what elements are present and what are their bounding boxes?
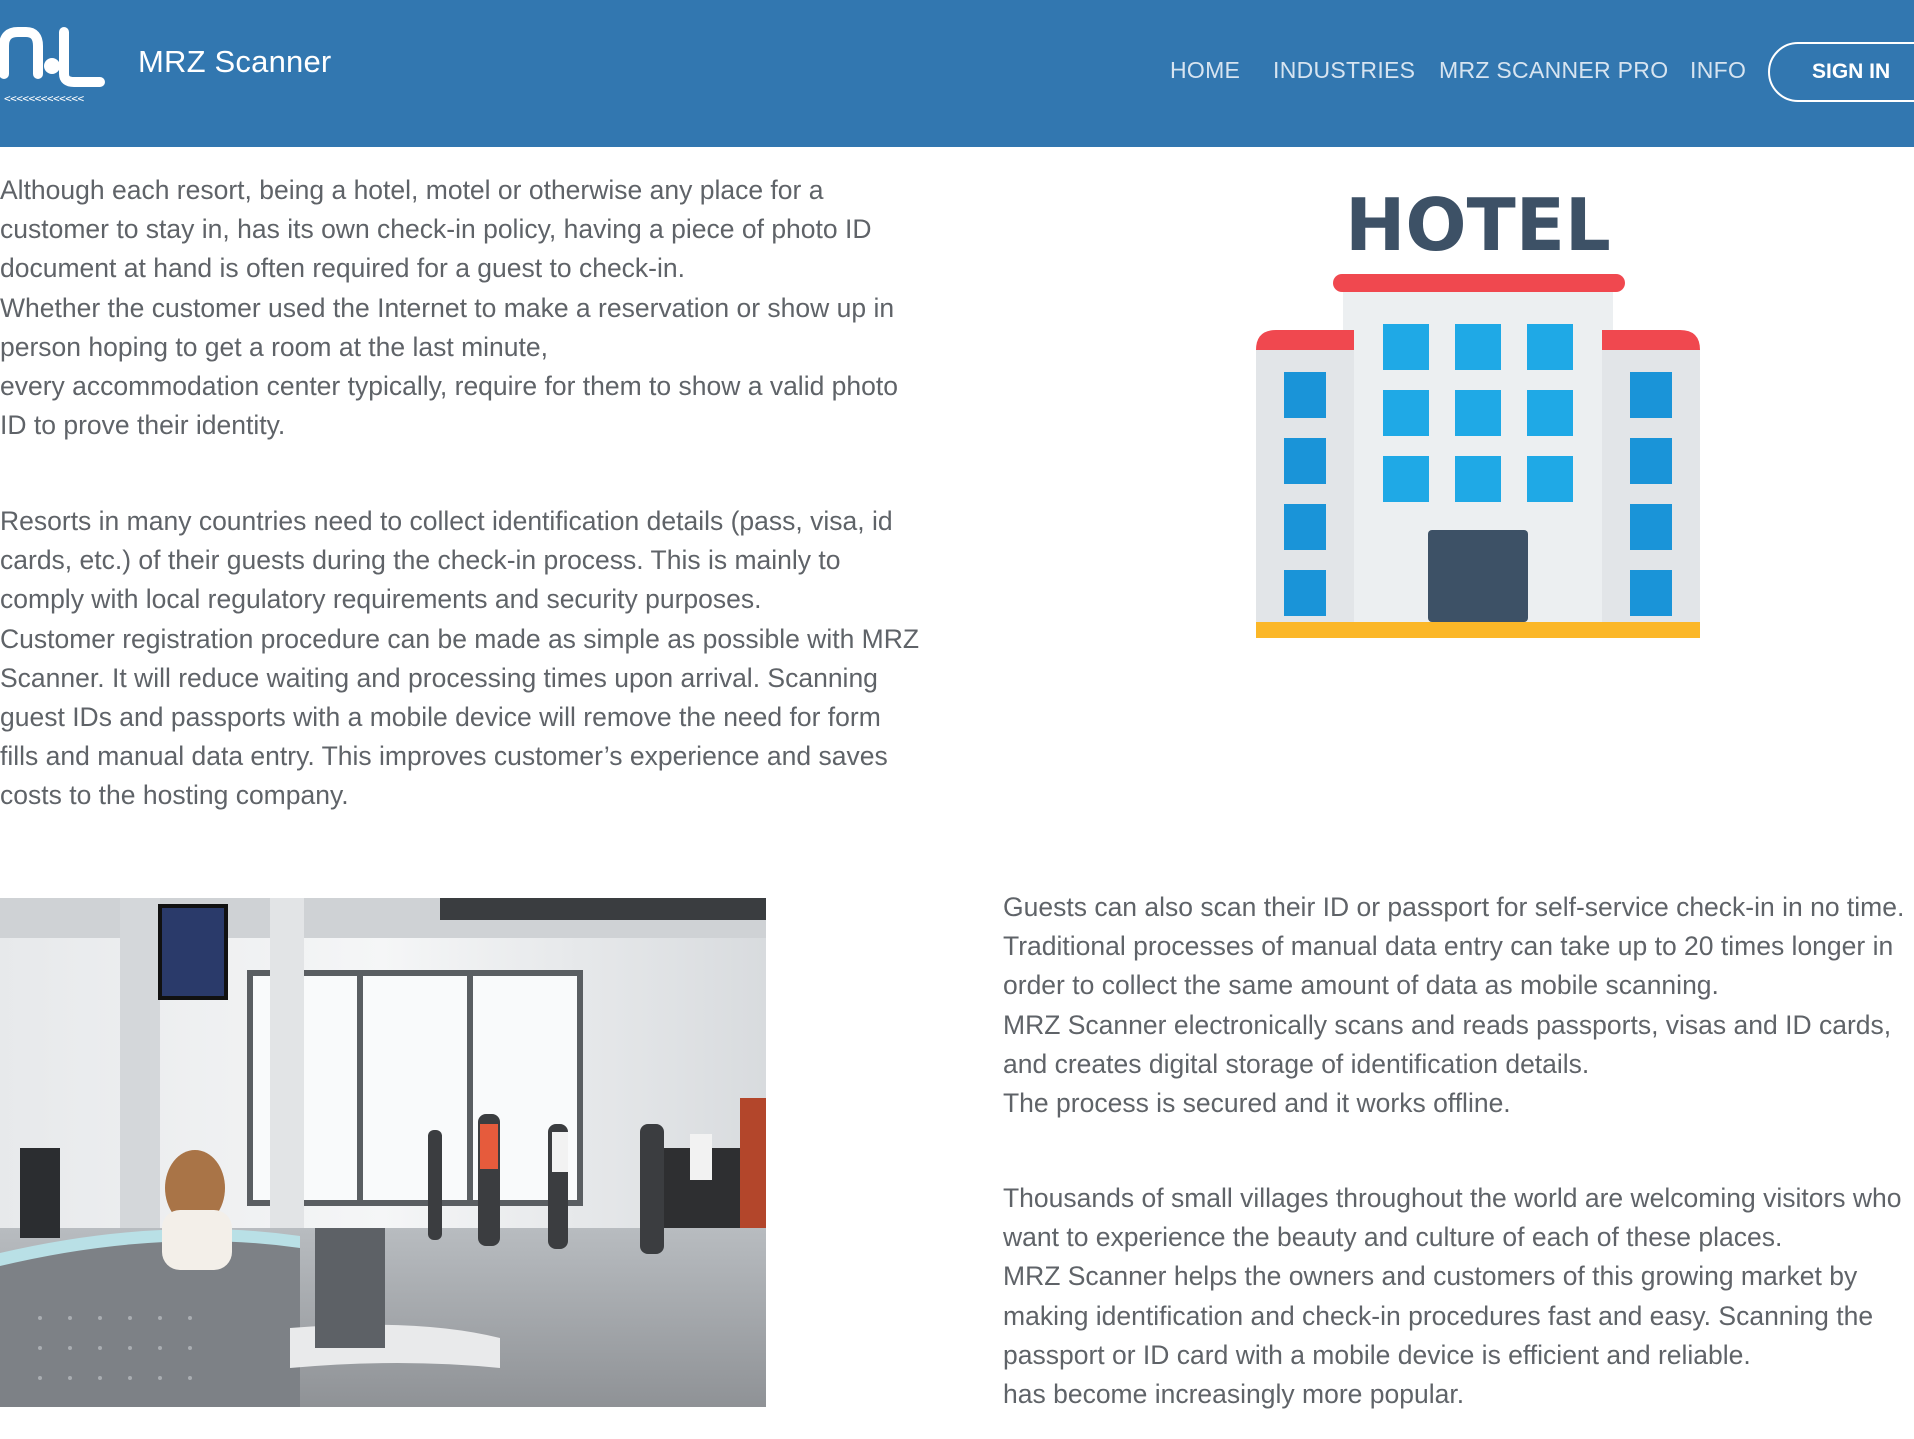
mrz-logo-icon[interactable]: [0, 26, 108, 106]
hotel-building-icon: [1256, 188, 1700, 638]
nav-home[interactable]: HOME: [1170, 57, 1241, 83]
self-service-paragraph: Guests can also scan their ID or passport for self-service check-in in no time. Traditional processes of manual data entry can take up to 20 times longer in order to collect the same amount of data as mobile scanning. MRZ Scanner electronically scans and reads passports, visas and ID cards, and creates digital storage of identification details. The process is secured and it works offline.: [1003, 892, 1905, 1119]
nav-info[interactable]: INFO: [1690, 57, 1747, 83]
villages-paragraph: Thousands of small villages throughout the world are welcoming visitors who want to experience the beauty and culture of each of these places. MRZ Scanner helps the owners and customers of this growing market by making identification and check-in procedures fast and easy. Scanning the passport or ID card with a mobile device is efficient and reliable. has become increasingly more popular.: [1003, 1183, 1902, 1410]
site-header: [0, 0, 1914, 147]
sign-in-button[interactable]: SIGN IN: [1768, 42, 1914, 102]
nav-industries[interactable]: INDUSTRIES: [1273, 57, 1416, 83]
intro-paragraph: Although each resort, being a hotel, motel or otherwise any place for a customer to stay in, has its own check-in policy, having a piece of photo ID document at hand is often required for a guest to check-in. Whether the customer used the Internet to make a reservation or show up in person hoping to get a room at the last minute, every accommodation center typically, require for them to show a valid photo ID to prove their identity.: [0, 175, 898, 441]
nav-mrz-scanner-pro[interactable]: MRZ SCANNER PRO: [1439, 57, 1669, 83]
brand-name[interactable]: MRZ Scanner: [138, 44, 332, 79]
hotel-sign-text: HOTEL: [1345, 188, 1611, 267]
svg-text:<<<<<<<<<<<<<: <<<<<<<<<<<<<: [4, 92, 84, 105]
hotel-lobby-photo: [0, 898, 766, 1407]
regulation-paragraph: Resorts in many countries need to collect identification details (pass, visa, id cards, etc.) of their guests during the check-in process. This is mainly to comply with local regulatory requirements and security purposes. Customer registration procedure can be made as simple as possible with MRZ Scanner. It will reduce waiting and processing times upon arrival. Scanning guest IDs and passports with a mobile device will remove the need for form fills and manual data entry. This improves customer’s experience and saves costs to the hosting company.: [0, 506, 920, 811]
